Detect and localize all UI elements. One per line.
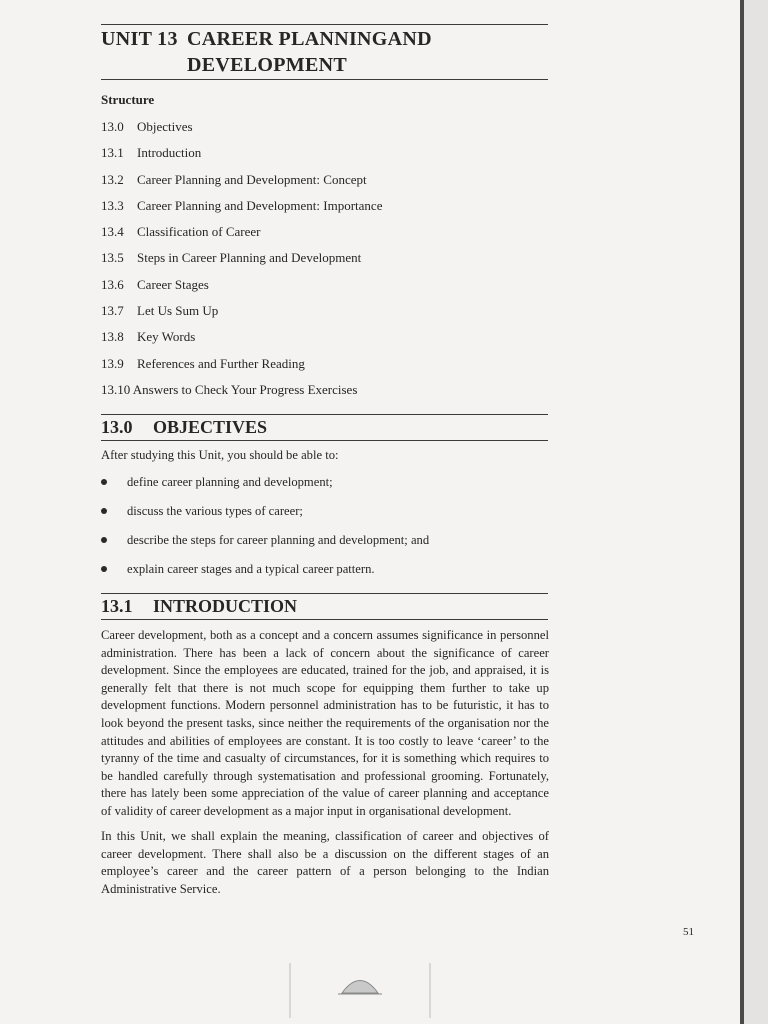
- bullet-icon: [101, 479, 107, 485]
- binding-mark-icon: [280, 958, 460, 1018]
- objectives-list: [101, 473, 429, 589]
- toc-item: 13.2 Career Planning and Development: Concept: [101, 171, 367, 187]
- introduction-bottom-rule: [101, 619, 548, 620]
- introduction-paragraph-2: In this Unit, we shall explain the meaning, classification of career and objectives of career development. There shall also be a discussion on the different stages of an employee’s career and the career pattern of a person belonging to the Indian Administrative Service.: [101, 829, 549, 896]
- toc-item: 13.8 Key Words: [101, 329, 196, 345]
- objective-item: define career planning and development;: [101, 473, 429, 502]
- toc-item: 13.7 Let Us Sum Up: [101, 303, 219, 319]
- toc-item: 13.5 Steps in Career Planning and Development: [101, 250, 362, 266]
- title-top-rule: [101, 24, 548, 25]
- unit-title: [101, 26, 432, 78]
- objectives-top-rule: [101, 414, 548, 415]
- objective-item: describe the steps for career planning and development; and: [101, 531, 429, 560]
- objectives-bottom-rule: [101, 440, 548, 441]
- objectives-intro: After studying this Unit, you should be able to:: [101, 448, 339, 462]
- objective-item: discuss the various types of career;: [101, 502, 429, 531]
- toc-item: 13.1 Introduction: [101, 145, 202, 161]
- toc-item: 13.10 Answers to Check Your Progress Exercises: [101, 381, 358, 397]
- introduction-paragraph-1: Career development, both as a concept and a concern assumes significance in personnel administration. There has been a lack of concern about the significance of career development. Since the employees are educated, trained for the job, and appraised, it is generally felt that there is not much scope for equipping them further to take up development functions. Modern personnel administration has to be futuristic, it has to look beyond the present tasks, since neither the requirements of the organisation nor the attitudes and abilities of employees are constant. It is too costly to leave ‘career’ to the tyranny of the time and casualty of circumstances, for it is something which requires to be handled carefully through systematisation and professional grooming. Fortunately, there has lately been some appreciation of the value of career planning and acceptance of validity of career development as a major input in organisational development.: [101, 628, 549, 818]
- unit-title-line2: DEVELOPMENT: [187, 54, 347, 76]
- bullet-icon: [101, 566, 107, 572]
- unit-title-line1: CAREER PLANNINGAND: [187, 28, 432, 50]
- structure-label: Structure: [101, 92, 155, 107]
- page-number: 51: [683, 926, 694, 938]
- toc-item: 13.9 References and Further Reading: [101, 355, 305, 371]
- bullet-icon: [101, 537, 107, 543]
- introduction-top-rule: [101, 593, 548, 594]
- objectives-heading: 13.0 OBJECTIVES: [101, 417, 268, 437]
- toc-item: 13.3 Career Planning and Development: Importance: [101, 197, 383, 213]
- unit-number: UNIT 13: [101, 28, 178, 50]
- title-bottom-rule: [101, 79, 548, 80]
- toc-item: 13.0 Objectives: [101, 119, 193, 134]
- scan-margin: [744, 0, 768, 1024]
- objective-item: explain career stages and a typical career pattern.: [101, 560, 429, 589]
- toc-item: 13.4 Classification of Career: [101, 224, 261, 240]
- toc-item: 13.6 Career Stages: [101, 276, 209, 292]
- bullet-icon: [101, 508, 107, 514]
- introduction-heading: 13.1 INTRODUCTION: [101, 596, 298, 616]
- table-of-contents: [101, 117, 382, 406]
